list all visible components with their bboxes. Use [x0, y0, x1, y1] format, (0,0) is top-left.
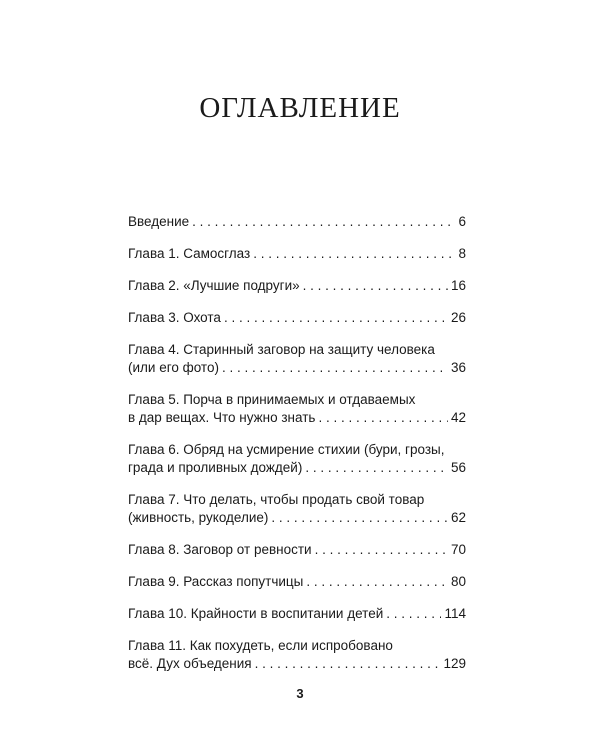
toc-entry-title-line: Глава 10. Крайности в воспитании детей	[128, 606, 384, 621]
toc-entry-title-line: града и проливных дождей)	[128, 460, 303, 475]
toc-page-number: 42	[450, 410, 466, 425]
dot-leader	[255, 655, 441, 673]
toc-entry	[128, 277, 466, 295]
dot-leader	[224, 309, 448, 327]
toc-entry-title-line: (живность, рукоделие)	[128, 510, 269, 525]
toc-page-number: 26	[450, 310, 466, 325]
toc-entry-title-line: в дар вещах. Что нужно знать	[128, 410, 316, 425]
toc-entry-row	[128, 541, 466, 559]
toc-page-number: 129	[443, 656, 466, 671]
dot-leader	[315, 541, 448, 559]
table-of-contents	[128, 213, 466, 687]
dot-leader	[318, 409, 448, 427]
toc-entry-row	[128, 309, 466, 327]
dot-leader	[386, 605, 441, 623]
page-number: 3	[296, 686, 304, 701]
toc-entry-row	[128, 459, 466, 477]
toc-page-number: 56	[450, 460, 466, 475]
toc-entry	[128, 341, 466, 377]
toc-entry-title-line: Глава 6. Обряд на усмирение стихии (бури, грозы,	[128, 442, 445, 457]
toc-page-number: 6	[458, 214, 466, 229]
toc-entry-row	[128, 245, 466, 263]
toc-page-number: 114	[444, 606, 466, 621]
dot-leader	[303, 277, 448, 295]
toc-entry-row	[128, 359, 466, 377]
dot-leader	[222, 359, 448, 377]
toc-entry-row	[128, 509, 466, 527]
toc-entry-row	[128, 573, 466, 591]
toc-entry-title-line: Глава 2. «Лучшие подруги»	[128, 278, 300, 293]
dot-leader	[253, 245, 455, 263]
toc-page-number: 80	[450, 574, 466, 589]
toc-entry-title-line: Глава 7. Что делать, чтобы продать свой товар	[128, 492, 425, 507]
toc-entry	[128, 541, 466, 559]
toc-entry-title-line: Глава 8. Заговор от ревности	[128, 542, 312, 557]
toc-entry-title-line: Глава 5. Порча в принимаемых и отдаваемых	[128, 392, 416, 407]
toc-page-number: 16	[450, 278, 466, 293]
dot-leader	[306, 573, 448, 591]
toc-entry-title-line: (или его фото)	[128, 360, 219, 375]
toc-page-number: 8	[458, 246, 466, 261]
toc-page-number: 62	[450, 510, 466, 525]
toc-entry	[128, 309, 466, 327]
toc-entry	[128, 605, 466, 623]
toc-entry-row	[128, 213, 466, 231]
toc-entry	[128, 245, 466, 263]
toc-entry-title-line: Глава 4. Старинный заговор на защиту человека	[128, 342, 435, 357]
page-title: ОГЛАВЛЕНИЕ	[199, 92, 401, 124]
toc-entry-title-line: Глава 9. Рассказ попутчицы	[128, 574, 304, 589]
toc-entry-title-line: Глава 1. Самосглаз	[128, 246, 251, 261]
toc-entry-row	[128, 409, 466, 427]
toc-entry-title-line: всё. Дух объедения	[128, 656, 252, 671]
toc-entry	[128, 491, 466, 527]
dot-leader	[192, 213, 455, 231]
toc-entry	[128, 391, 466, 427]
toc-entry-row	[128, 605, 466, 623]
dot-leader	[305, 459, 448, 477]
dot-leader	[271, 509, 448, 527]
toc-entry	[128, 637, 466, 673]
toc-entry	[128, 573, 466, 591]
toc-page-number: 36	[450, 360, 466, 375]
toc-entry-row	[128, 277, 466, 295]
toc-entry-title-line: Введение	[128, 214, 190, 229]
toc-entry-title-line: Глава 3. Охота	[128, 310, 221, 325]
toc-entry-title-line: Глава 11. Как похудеть, если испробовано	[128, 638, 393, 653]
toc-entry-row	[128, 655, 466, 673]
toc-entry	[128, 441, 466, 477]
toc-page-number: 70	[450, 542, 466, 557]
toc-entry	[128, 213, 466, 231]
